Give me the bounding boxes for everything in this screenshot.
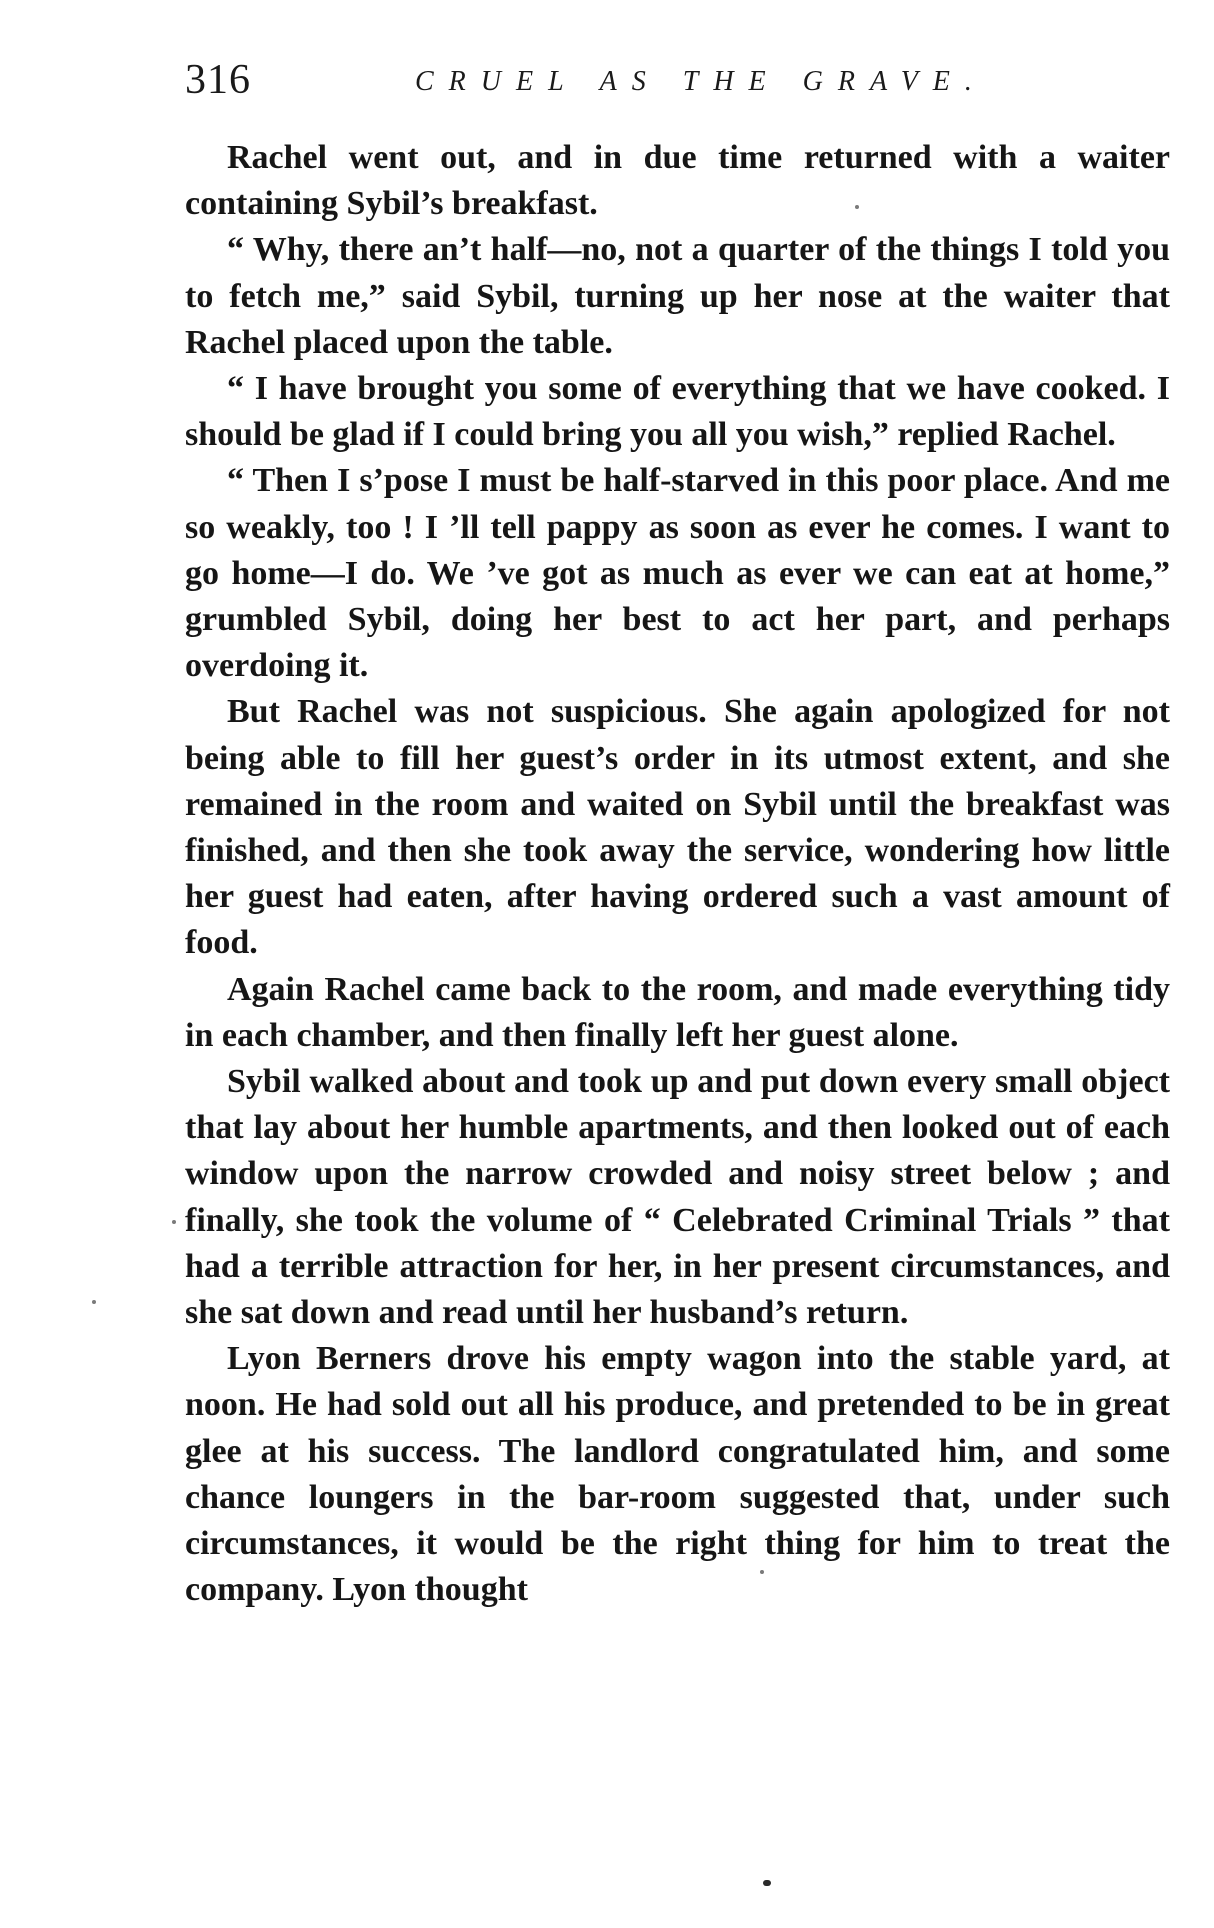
body-text	[185, 135, 1170, 1614]
running-title: CRUEL AS THE GRAVE.	[415, 66, 987, 97]
paragraph: Sybil walked about and took up and put down every small object that lay about her humble apartments, and then looked out of each window upon the narrow crowded and noisy street below ; and finally, she took the volume of “ Celebrated Criminal Trials ” that had a terrible attraction for her, in her present circumstances, and she sat down and read until her husband’s return.	[185, 1063, 1170, 1332]
print-speck	[172, 1220, 176, 1224]
footer-mark	[763, 1880, 771, 1886]
paragraph: “ Why, there an’t half—no, not a quarter of the things I told you to fetch me,” said Sybil, turning up her nose at the waiter that Rachel placed upon the table.	[185, 231, 1170, 361]
paragraph: Rachel went out, and in due time returned with a waiter containing Sybil’s breakfast.	[185, 139, 1170, 223]
paragraph: Lyon Berners drove his empty wagon into the stable yard, at noon. He had sold out all his produce, and pretended to be in great glee at his success. The landlord congratulated him, and some chance loungers in the bar-room suggested that, under such circumstances, it would be the right thing for him to treat the company. Lyon thought	[185, 1340, 1170, 1609]
paragraph: “ I have brought you some of everything that we have cooked. I should be glad if I could bring you all you wish,” replied Rachel.	[185, 370, 1170, 454]
paragraph: But Rachel was not suspicious. She again apologized for not being able to fill her guest’s order in its utmost extent, and she remained in the room and waited on Sybil until the breakfast was finished, and then she took away the service, wondering how little her guest had eaten, after having ordered such a vast amount of food.	[185, 693, 1170, 962]
print-speck	[92, 1300, 96, 1304]
page-header	[185, 50, 1175, 110]
paragraph: “ Then I s’pose I must be half-starved in this poor place. And me so weakly, too ! I ’ll tell pappy as soon as ever he comes. I want to go home—I do. We ’ve got as much as ever we can eat at home,” grumbled Sybil, doing her best to act her part, and perhaps overdoing it.	[185, 462, 1170, 685]
print-speck	[760, 1570, 764, 1574]
paragraph: Again Rachel came back to the room, and made everything tidy in each chamber, and then finally left her guest alone.	[185, 970, 1170, 1054]
print-speck	[855, 205, 859, 209]
page-number: 316	[185, 57, 251, 103]
